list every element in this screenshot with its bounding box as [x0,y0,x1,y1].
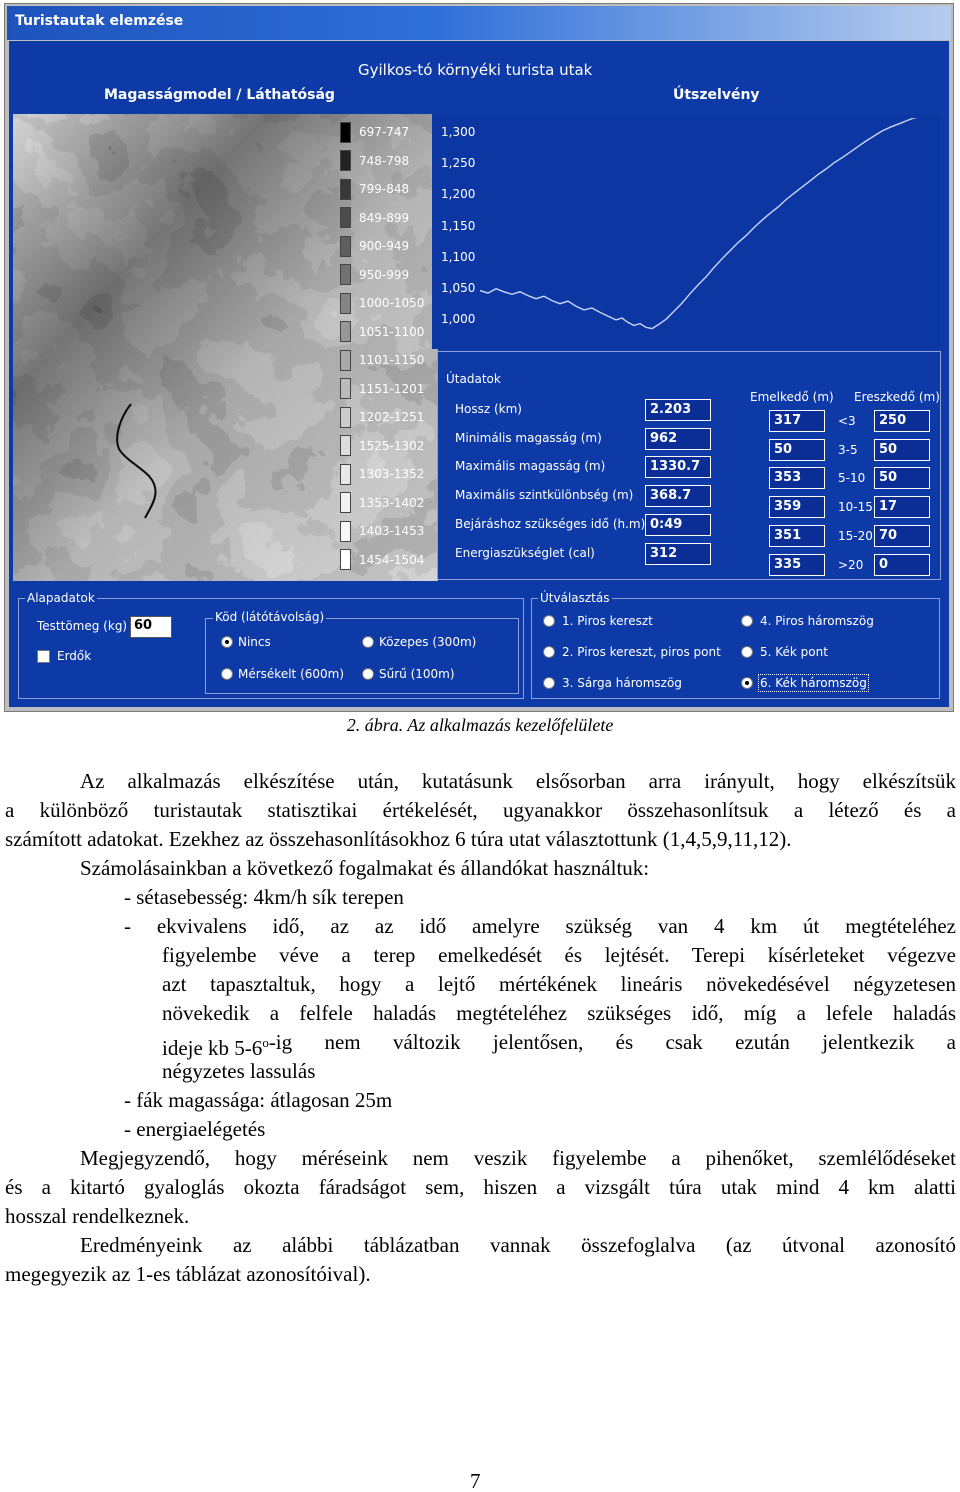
legend-row [340,204,432,233]
legend-label: 748-798 [359,153,410,168]
legend-label: 849-899 [359,210,410,225]
legend-swatch [340,236,351,257]
paragraph-4-line-1: Eredményeink az alábbi táblázatban vannak összefoglalva (az útvonal azonosító [80,1233,956,1257]
legend-swatch [340,492,351,513]
route-data-value: 0:49 [645,514,711,536]
figure-caption: 2. ábra. Az alkalmazás kezelőfelülete [346,715,614,735]
route-data-title: Útadatok [446,372,501,386]
legend-row [340,375,432,404]
legend-label: 799-848 [359,182,410,197]
base-data-title: Alapadatok [27,591,95,605]
legend-row [340,175,432,204]
bullet-3: - fák magassága: átlagosan 25m [124,1088,393,1112]
fog-group [205,618,519,694]
legend-label: 1000-1050 [359,296,425,311]
legend-swatch [340,549,351,570]
fog-radio-3[interactable] [221,668,233,680]
forest-checkbox[interactable] [37,650,50,663]
slope-range-label: >20 [838,557,864,572]
legend-swatch [340,435,351,456]
fog-option-label: Mérsékelt (600m) [238,667,345,681]
ascent-value: 317 [769,410,825,432]
legend-row [340,403,432,432]
weight-input[interactable]: 60 [130,616,172,638]
fog-radio-2[interactable] [362,636,374,648]
fog-radio-4[interactable] [362,668,374,680]
bullet-2-line-5-end: -ig nem változik jelentősen, és csak ezután jelentkezik a [268,1030,956,1054]
title-bar[interactable] [7,6,951,40]
route-option-label: 3. Sárga háromszög [562,676,682,690]
y-tick-label: 1,100 [441,249,476,264]
route-data-value: 312 [645,543,711,565]
ascent-value: 359 [769,496,825,518]
legend-label: 1403-1453 [359,524,425,539]
route-data-value: 1330.7 [645,456,711,478]
route-data-label: Bejáráshoz szükséges idő (h.m) [455,516,646,531]
legend-label: 1353-1402 [359,495,425,510]
legend-label: 1051-1100 [359,324,425,339]
route-option-label: 4. Piros háromszög [760,614,874,628]
route-option-label: 5. Kék pont [760,645,828,659]
legend-row [340,318,432,347]
descent-value: 50 [874,439,930,461]
left-panel-header: Magasságmodel / Láthatóság [104,87,335,103]
route-option-label: 6. Kék háromszög [760,676,867,690]
page-number: 7 [470,1469,481,1492]
legend-swatch [340,321,351,342]
route-data-value: 368.7 [645,485,711,507]
main-title: Gyilkos-tó környéki turista utak [358,61,593,79]
slope-range-label: 3-5 [838,442,858,457]
slope-range-label: <3 [838,414,856,428]
y-tick-label: 1,250 [441,156,476,171]
fog-title: Köd (látótávolság) [215,610,325,624]
route-data-label: Hossz (km) [455,402,522,416]
legend-swatch [340,521,351,542]
route-radio-4[interactable] [741,615,753,627]
paragraph-3-line-2: és a kitartó gyaloglás okozta fáradságot sem, hiszen a vizsgált túra utak mind 4 km alatti [5,1175,956,1199]
route-data-value: 2.203 [645,399,711,421]
y-tick-label: 1,000 [441,312,476,327]
legend-row [340,289,432,318]
legend-label: 950-999 [359,267,410,282]
route-option-label: 1. Piros kereszt [562,614,653,628]
bullet-2-line-5-start: ideje kb 5-6$^o$ [162,1035,269,1060]
paragraph-4-line-2: megegyezik az 1-es táblázat azonosítóival). [5,1262,371,1286]
legend-row [340,489,432,518]
fog-option-label: Sűrű (100m) [379,667,455,681]
legend-row [340,346,432,375]
slope-range-label: 15-20 [838,528,873,543]
legend-label: 1454-1504 [359,552,425,567]
legend-label: 1525-1302 [359,438,425,453]
legend-row [340,147,432,176]
descent-value: 250 [874,410,930,432]
legend-swatch [340,293,351,314]
y-tick-label: 1,150 [441,218,476,233]
paragraph-3-line-3: hosszal rendelkeznek. [5,1204,190,1228]
slope-range-label: 5-10 [838,471,866,486]
legend-swatch [340,122,351,143]
legend-swatch [340,179,351,200]
y-tick-label: 1,300 [441,125,476,139]
bullet-2-line-6: négyzetes lassulás [162,1059,316,1083]
legend-label: 900-949 [359,239,410,254]
profile-line [480,118,930,329]
legend-label: 697-747 [359,125,410,140]
legend-row [340,517,432,546]
bullet-2-line-3: azt tapasztaltuk, hogy a lejtő mértékének lineáris növekedésével négyzetesen [162,972,956,996]
legend-row [340,232,432,261]
fog-radio-1[interactable] [221,636,233,648]
paragraph-1-line-3: számított adatokat. Ezekhez az összehasonlításokhoz 6 túra utat választottunk (1,4,5,9,11,12). [5,827,792,851]
route-data-label: Maximális magasság (m) [455,459,606,474]
y-tick-label: 1,200 [441,187,476,202]
paragraph-1-line-1: Az alkalmazás elkészítése után, kutatásunk elsősorban arra irányult, hogy elkészítsük [80,769,956,793]
descent-value: 17 [874,496,930,518]
legend-swatch [340,378,351,399]
route-radio-3[interactable] [543,677,555,689]
slope-range-label: 10-15 [838,500,873,515]
legend-row [340,460,432,489]
bullet-2-line-1: - ekvivalens idő, az az idő amelyre szükség van 4 km út megtételéhez [124,914,956,938]
descent-value: 0 [874,554,930,576]
legend-row [340,432,432,461]
legend-swatch [340,407,351,428]
window-title: Turistautak elemzése [15,13,184,29]
legend-label: 1303-1352 [359,467,425,482]
route-radio-2[interactable] [543,646,555,658]
descent-header: Ereszkedő (m) [854,390,940,404]
elevation-legend [340,118,432,574]
legend-swatch [340,207,351,228]
route-option-label: 2. Piros kereszt, piros pont [562,645,721,659]
paragraph-2: Számolásainkban a következő fogalmakat és állandókat használtuk: [80,856,650,880]
ascent-value: 335 [769,554,825,576]
legend-row [340,261,432,290]
legend-swatch [340,350,351,371]
legend-swatch [340,464,351,485]
route-radio-1[interactable] [543,615,555,627]
bullet-2-line-2: figyelembe véve a terep emelkedését és lejtését. Terepi kísérleteket végezve [162,943,956,967]
descent-value: 70 [874,525,930,547]
paragraph-3-line-1: Megjegyzendő, hogy méréseink nem veszik figyelembe a pihenőket, szemlélődéseket [80,1146,956,1170]
profile-y-axis [441,122,479,340]
ascent-value: 50 [769,439,825,461]
legend-swatch [340,264,351,285]
legend-label: 1202-1251 [359,410,425,425]
route-radio-5[interactable] [741,646,753,658]
legend-row [340,546,432,575]
descent-value: 50 [874,467,930,489]
legend-row [340,118,432,147]
ascent-value: 351 [769,525,825,547]
route-select-title: Útválasztás [540,591,610,605]
paragraph-1-line-2: a különböző turistautak statisztikai értékelését, ugyanakkor összehasonlítsuk a létező és a [5,798,956,822]
legend-swatch [340,150,351,171]
ascent-header: Emelkedő (m) [750,390,834,404]
route-data-value: 962 [645,428,711,450]
forest-label: Erdők [57,649,92,663]
right-panel-header: Útszelvény [673,87,760,103]
y-tick-label: 1,050 [441,280,476,295]
bullet-1: - sétasebesség: 4km/h sík terepen [124,885,404,909]
route-radio-6[interactable] [741,677,753,689]
elevation-profile-chart [480,118,935,348]
weight-label: Testtömeg (kg) [37,619,128,633]
route-data-label: Minimális magasság (m) [455,430,602,445]
legend-label: 1151-1201 [359,381,425,396]
legend-label: 1101-1150 [359,353,425,368]
fog-option-label: Közepes (300m) [379,635,477,649]
bullet-4: - energiaelégetés [124,1117,266,1141]
fog-option-label: Nincs [238,635,271,649]
route-data-label: Energiaszükséglet (cal) [455,545,595,560]
bullet-2-line-4: növekedik a felfele haladás megtételéhez szükséges idő, míg a lefele haladás [162,1001,956,1025]
ascent-value: 353 [769,467,825,489]
route-data-label: Maximális szintkülönbség (m) [455,488,634,503]
